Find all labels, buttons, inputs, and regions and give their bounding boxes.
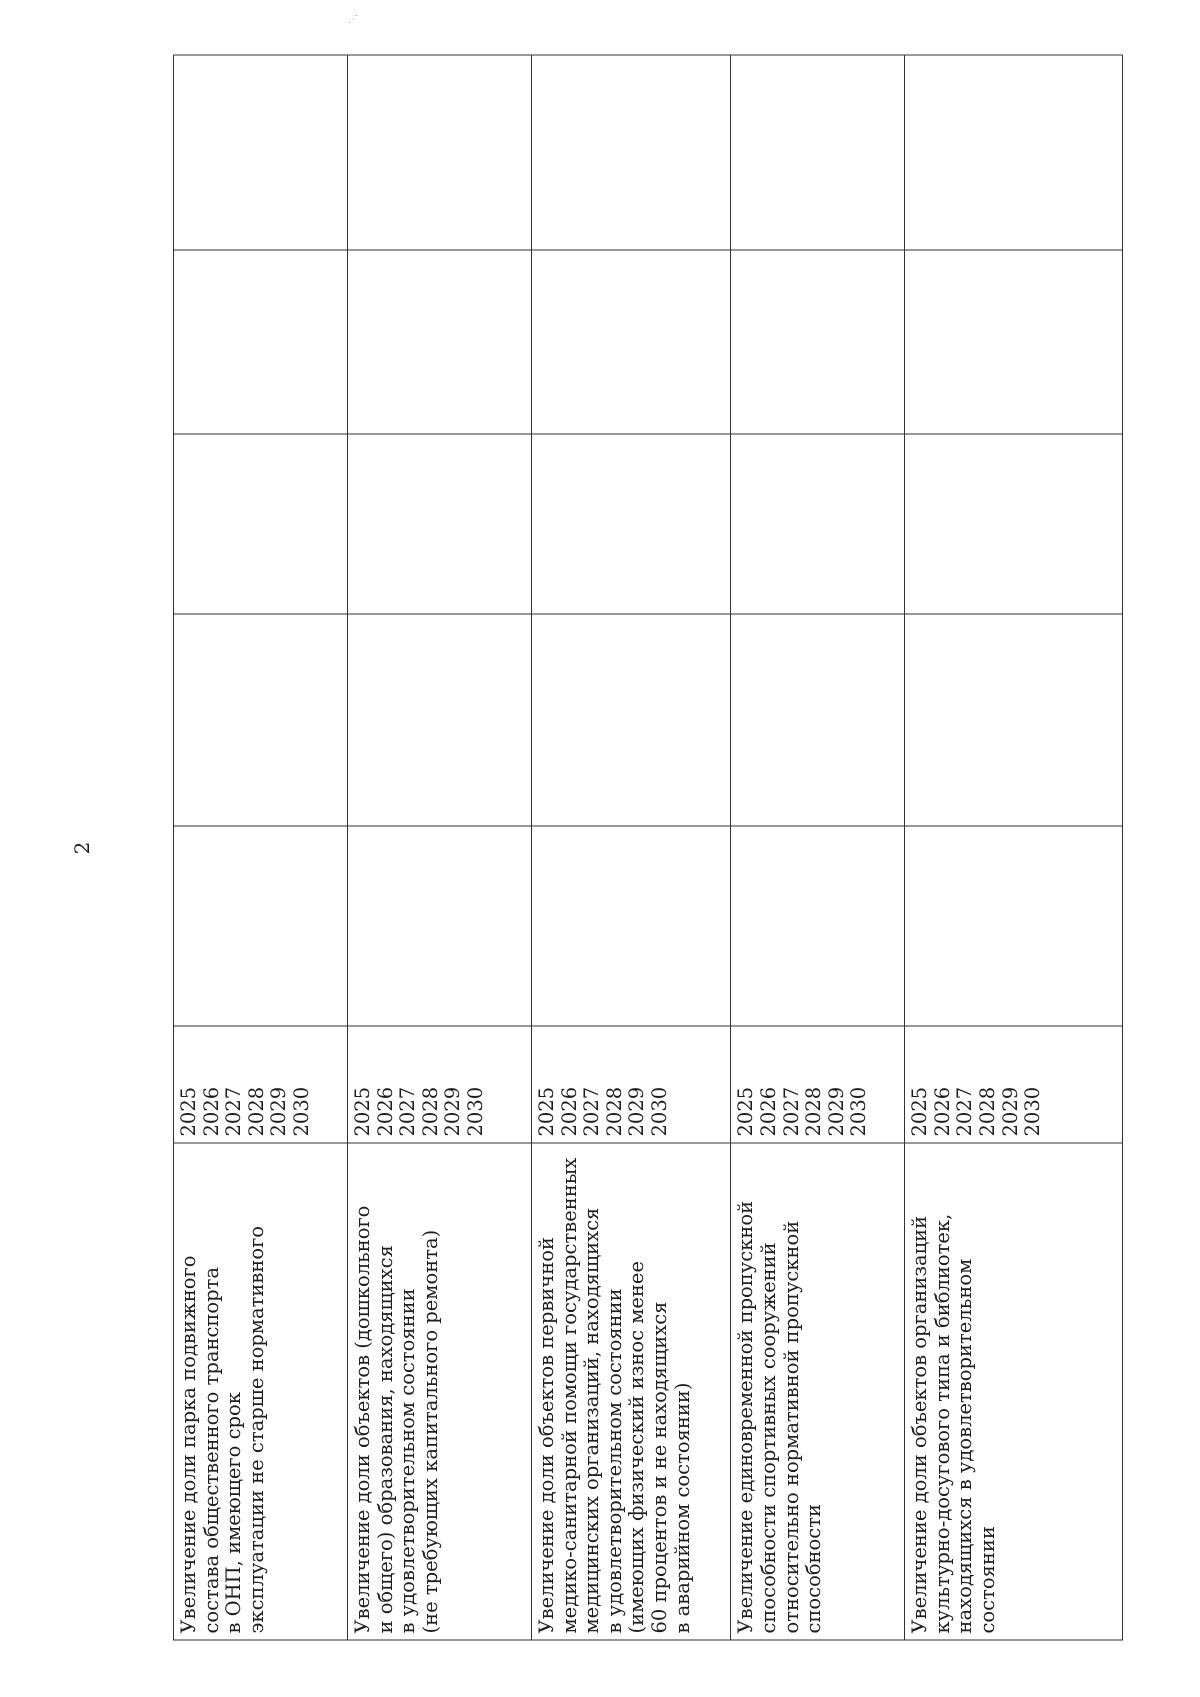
indicator-text-line: (не требующих капитального ремонта) [418, 1229, 442, 1634]
value-cell [731, 826, 905, 1026]
year-label: 2030 [847, 1086, 871, 1137]
years-cell [905, 1026, 1123, 1143]
year-label: 2027 [222, 1086, 246, 1137]
year-label: 2025 [535, 1086, 559, 1137]
value-cell [731, 614, 905, 826]
value-cell [347, 614, 531, 826]
value-cell [347, 250, 531, 434]
value-cell [731, 434, 905, 614]
value-cell [905, 250, 1123, 434]
year-label: 2025 [734, 1086, 758, 1137]
value-cell [532, 614, 731, 826]
indicator-text-line: в удовлетворительном состоянии [396, 1288, 420, 1634]
indicator-text-line: относительно нормативной пропускной [779, 1220, 803, 1634]
years-cell [532, 1026, 731, 1143]
value-cell [532, 434, 731, 614]
scan-speck: ⋰ [348, 14, 358, 25]
year-label: 2028 [976, 1086, 1000, 1137]
year-label: 2027 [580, 1086, 604, 1137]
indicator-text-line: культурно-досугового типа и библиотек, [930, 1213, 954, 1634]
year-label: 2026 [756, 1086, 780, 1137]
year-label: 2029 [824, 1086, 848, 1137]
indicator-cell [905, 1143, 1123, 1640]
indicators-table [173, 55, 1123, 1641]
years-cell [731, 1026, 905, 1143]
indicator-text-line: медицинских организаций, находящихся [580, 1207, 604, 1634]
year-label: 2026 [199, 1086, 223, 1137]
value-cell [532, 55, 731, 250]
year-label: 2030 [463, 1086, 487, 1137]
value-cell [905, 434, 1123, 614]
year-label: 2026 [373, 1086, 397, 1137]
indicator-text-line: способности [802, 1503, 826, 1634]
indicator-text-line: Увеличение доли объектов организаций [908, 1215, 932, 1634]
year-label: 2030 [289, 1086, 313, 1137]
value-cell [174, 826, 348, 1026]
indicator-text-line: состоянии [976, 1526, 1000, 1634]
value-cell [347, 826, 531, 1026]
year-label: 2029 [441, 1086, 465, 1137]
year-label: 2030 [647, 1086, 671, 1137]
indicator-text-line: состава общественного транспорта [199, 1266, 223, 1634]
indicator-cell [174, 1143, 348, 1640]
value-cell [731, 55, 905, 250]
value-cell [905, 55, 1123, 250]
indicator-text-line: в аварийном состоянии) [670, 1382, 694, 1634]
table-body [174, 55, 1123, 1640]
indicator-text-line: Увеличение единовременной пропускной [734, 1200, 758, 1634]
value-cell [905, 826, 1123, 1026]
indicator-cell [731, 1143, 905, 1640]
indicator-text-line: в удовлетворительном состоянии [602, 1288, 626, 1634]
table-row [174, 55, 348, 1640]
indicator-text-line: эксплуатации не старше нормативного [244, 1225, 268, 1634]
value-cell [347, 434, 531, 614]
indicator-cell [347, 1143, 531, 1640]
indicator-text-line: Увеличение доли объектов (дошкольного [350, 1205, 374, 1634]
year-label: 2030 [1021, 1086, 1045, 1137]
year-label: 2029 [267, 1086, 291, 1137]
table-row [532, 55, 731, 1640]
year-label: 2028 [602, 1086, 626, 1137]
indicator-text-line: медико-санитарной помощи государственных [557, 1157, 581, 1634]
value-cell [731, 250, 905, 434]
value-cell [174, 55, 348, 250]
year-label: 2026 [930, 1086, 954, 1137]
indicator-text-line: Увеличение доли парка подвижного [177, 1255, 200, 1634]
year-label: 2027 [953, 1086, 977, 1137]
years-cell [174, 1026, 348, 1143]
table-row [347, 55, 531, 1640]
indicator-text-line: (имеющих физический износ менее [625, 1260, 649, 1634]
value-cell [174, 614, 348, 826]
indicator-text-line: в ОНП, имеющего срок [222, 1392, 246, 1634]
indicator-text-line: 60 процентов и не находящихся [647, 1301, 671, 1634]
value-cell [174, 434, 348, 614]
year-label: 2027 [779, 1086, 803, 1137]
indicator-text-line: и общего) образования, находящихся [373, 1245, 397, 1634]
year-label: 2028 [418, 1086, 442, 1137]
table-row [905, 55, 1123, 1640]
indicator-cell [532, 1143, 731, 1640]
indicator-text-line: Увеличение доли объектов первичной [535, 1237, 559, 1634]
year-label: 2028 [802, 1086, 826, 1137]
year-label: 2026 [557, 1086, 581, 1137]
table-row [731, 55, 905, 1640]
year-label: 2025 [908, 1086, 932, 1137]
year-label: 2029 [998, 1086, 1022, 1137]
value-cell [905, 614, 1123, 826]
year-label: 2025 [350, 1086, 374, 1137]
year-label: 2025 [177, 1086, 200, 1137]
year-label: 2027 [396, 1086, 420, 1137]
value-cell [174, 250, 348, 434]
value-cell [347, 55, 531, 250]
page-number: 2 [70, 841, 94, 855]
value-cell [532, 250, 731, 434]
indicator-text-line: находящихся в удовлетворительном [953, 1258, 977, 1634]
value-cell [532, 826, 731, 1026]
indicator-text-line: способности спортивных сооружений [756, 1242, 780, 1634]
years-cell [347, 1026, 531, 1143]
year-label: 2028 [244, 1086, 268, 1137]
rotated-page-content [173, 56, 1123, 1641]
year-label: 2029 [625, 1086, 649, 1137]
